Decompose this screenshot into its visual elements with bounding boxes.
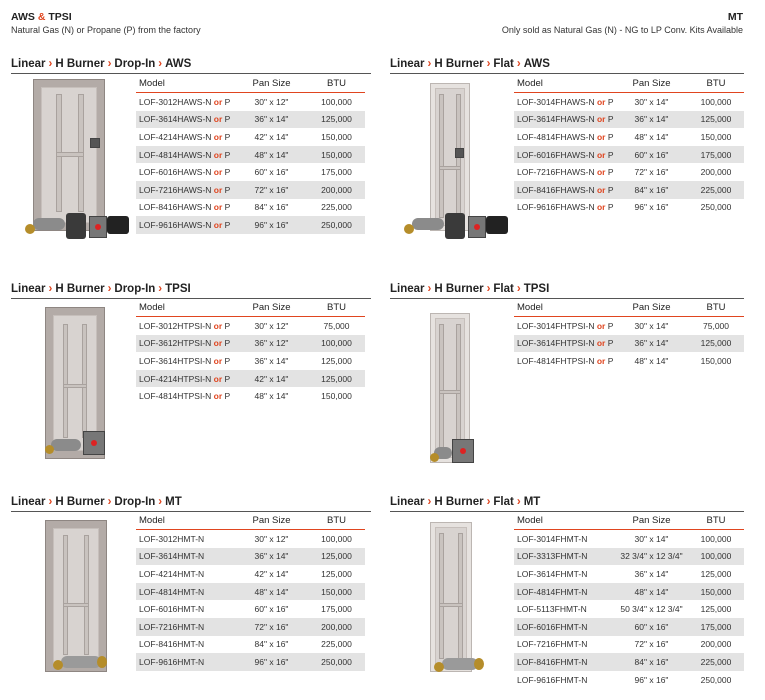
burner-pan bbox=[430, 522, 472, 672]
model-cell: LOF-3313FHMT-N bbox=[514, 548, 615, 566]
table-row bbox=[136, 335, 365, 353]
crumb: H Burner bbox=[55, 496, 105, 508]
model-cell: LOF-3612HTPSI-N or P bbox=[136, 335, 235, 353]
btu-cell: 225,000 bbox=[688, 653, 744, 671]
table-row bbox=[136, 387, 365, 405]
table-row bbox=[136, 600, 365, 618]
col-btu: BTU bbox=[688, 299, 744, 317]
pan-cell: 48" x 14" bbox=[254, 391, 289, 402]
pan-cell: 30" x 12" bbox=[254, 96, 289, 107]
btu-cell: 100,000 bbox=[321, 96, 352, 107]
col-model: Model bbox=[136, 512, 235, 530]
btu-cell: 175,000 bbox=[688, 618, 744, 636]
spec-table-flat-tpsi bbox=[514, 299, 744, 370]
crumb: AWS bbox=[523, 58, 550, 70]
crumb: Linear bbox=[11, 283, 46, 295]
pan-cell: 48" x 14" bbox=[634, 355, 669, 366]
burner-tube-right bbox=[84, 535, 89, 655]
control-box bbox=[83, 431, 105, 455]
pan-cell: 36" x 14" bbox=[235, 111, 308, 129]
spec-table-dropin-tpsi bbox=[136, 299, 365, 405]
table-header bbox=[136, 512, 365, 530]
crumb-arrow-icon: › bbox=[107, 283, 112, 295]
model-cell: LOF-6016FHMT-N bbox=[514, 618, 615, 636]
model-cell: LOF-3614FHMT-N bbox=[517, 568, 588, 579]
brass-fitting bbox=[430, 453, 439, 462]
btu-cell: 200,000 bbox=[700, 639, 732, 650]
table-row bbox=[514, 600, 744, 618]
model-cell: LOF-9616FHAWS-N or P bbox=[517, 202, 614, 213]
ignition-module bbox=[445, 213, 465, 239]
btu-cell: 250,000 bbox=[700, 202, 732, 213]
model-cell: LOF-6016HMT-N bbox=[139, 604, 205, 615]
btu-cell: 125,000 bbox=[700, 568, 732, 579]
model-cell: LOF-3614FHTPSI-N or P bbox=[514, 335, 615, 353]
pan-cell: 42" x 14" bbox=[254, 131, 289, 142]
btu-cell: 250,000 bbox=[308, 216, 365, 234]
pan-cell: 42" x 14" bbox=[235, 370, 308, 388]
pan-cell: 84" x 16" bbox=[254, 202, 289, 213]
table-row bbox=[514, 530, 744, 548]
table-row bbox=[514, 317, 744, 335]
crumb-arrow-icon: › bbox=[427, 283, 432, 295]
crumb-arrow-icon: › bbox=[107, 496, 112, 508]
table-row bbox=[514, 163, 744, 181]
crumb-arrow-icon: › bbox=[486, 283, 491, 295]
btu-cell: 150,000 bbox=[700, 355, 732, 366]
header-left-subtitle: Natural Gas (N) or Propane (P) from the factory bbox=[11, 25, 201, 35]
brass-fitting bbox=[45, 445, 54, 454]
btu-cell: 150,000 bbox=[688, 583, 744, 601]
section-title bbox=[390, 494, 744, 510]
crumb: H Burner bbox=[434, 496, 484, 508]
brass-valve bbox=[97, 656, 107, 668]
table-row bbox=[514, 653, 744, 671]
pan-cell: 48" x 14" bbox=[235, 583, 308, 601]
header-left bbox=[11, 10, 201, 36]
pan-cell: 96" x 16" bbox=[634, 674, 669, 685]
btu-cell: 150,000 bbox=[700, 131, 732, 142]
section-title bbox=[11, 56, 371, 72]
brass-fitting bbox=[53, 660, 63, 670]
table-row bbox=[136, 583, 365, 601]
model-cell: LOF-8416FHAWS-N or P bbox=[514, 181, 615, 199]
crumb-arrow-icon: › bbox=[48, 496, 53, 508]
btu-cell: 125,000 bbox=[700, 604, 732, 615]
gas-hose bbox=[33, 218, 65, 230]
control-box bbox=[89, 216, 107, 238]
crumb: Linear bbox=[390, 283, 425, 295]
btu-cell: 125,000 bbox=[688, 111, 744, 129]
model-cell: LOF-4214HAWS-N or P bbox=[139, 131, 231, 142]
brass-fitting bbox=[404, 224, 414, 234]
pan-cell: 60" x 16" bbox=[254, 604, 289, 615]
table-row bbox=[514, 181, 744, 199]
control-box bbox=[468, 216, 486, 238]
ignition-module bbox=[66, 213, 86, 239]
crumb-arrow-icon: › bbox=[48, 283, 53, 295]
crumb: Drop-In bbox=[114, 496, 156, 508]
btu-cell: 200,000 bbox=[308, 618, 365, 636]
table-row bbox=[136, 618, 365, 636]
gas-hose bbox=[412, 218, 444, 230]
crumb: Drop-In bbox=[114, 58, 156, 70]
model-cell: LOF-3012HTPSI-N or P bbox=[139, 320, 231, 331]
btu-cell: 100,000 bbox=[688, 548, 744, 566]
section-rule bbox=[390, 73, 744, 74]
control-box bbox=[452, 439, 474, 463]
section-dropin-mt bbox=[11, 494, 371, 512]
table-row bbox=[136, 636, 365, 654]
gas-hose bbox=[61, 656, 101, 668]
crumb-arrow-icon: › bbox=[486, 58, 491, 70]
pan-cell: 96" x 16" bbox=[235, 216, 308, 234]
col-btu: BTU bbox=[688, 75, 744, 93]
btu-cell: 125,000 bbox=[321, 568, 352, 579]
burner-tube-cross bbox=[56, 152, 84, 157]
spec-table-flat-mt bbox=[514, 512, 744, 688]
crumb-arrow-icon: › bbox=[48, 58, 53, 70]
crumb: H Burner bbox=[55, 283, 105, 295]
btu-cell: 75,000 bbox=[703, 320, 729, 331]
burner-pan bbox=[45, 520, 107, 672]
pan-cell: 50 3/4" x 12 3/4" bbox=[620, 604, 683, 615]
crumb-arrow-icon: › bbox=[107, 58, 112, 70]
model-cell: LOF-3014FHTPSI-N or P bbox=[517, 320, 614, 331]
btu-cell: 200,000 bbox=[700, 167, 732, 178]
col-pan-size: Pan Size bbox=[615, 75, 688, 93]
table-row bbox=[136, 653, 365, 671]
btu-cell: 250,000 bbox=[700, 674, 732, 685]
burner-tube-left bbox=[439, 533, 444, 659]
crumb: TPSI bbox=[523, 283, 550, 295]
section-title bbox=[390, 281, 744, 297]
crumb-arrow-icon: › bbox=[516, 496, 521, 508]
section-flat-tpsi bbox=[390, 281, 744, 299]
btu-cell: 125,000 bbox=[308, 370, 365, 388]
table-row bbox=[136, 199, 365, 217]
model-cell: LOF-4214HMT-N bbox=[139, 568, 205, 579]
burner-tube-left bbox=[439, 324, 444, 450]
btu-cell: 125,000 bbox=[321, 355, 352, 366]
table-header bbox=[514, 512, 744, 530]
burner-tube-right bbox=[82, 324, 87, 438]
crumb-arrow-icon: › bbox=[158, 496, 163, 508]
crumb: AWS bbox=[165, 58, 192, 70]
col-btu: BTU bbox=[688, 512, 744, 530]
crumb: MT bbox=[165, 496, 182, 508]
burner-pan-inner bbox=[53, 528, 99, 664]
model-cell: LOF-7216FHAWS-N or P bbox=[517, 167, 614, 178]
pan-cell: 72" x 16" bbox=[634, 639, 669, 650]
title-tpsi: TPSI bbox=[48, 11, 72, 23]
burner-tube-left bbox=[439, 94, 444, 218]
model-cell: LOF-4214HTPSI-N or P bbox=[136, 370, 235, 388]
btu-cell: 250,000 bbox=[308, 653, 365, 671]
title-ampersand: & bbox=[37, 11, 46, 23]
burner-tube-right bbox=[456, 324, 461, 450]
table-row bbox=[514, 548, 744, 566]
crumb: H Burner bbox=[55, 58, 105, 70]
table-row bbox=[514, 618, 744, 636]
pan-cell: 30" x 14" bbox=[634, 96, 669, 107]
pan-cell: 60" x 16" bbox=[615, 146, 688, 164]
pan-cell: 30" x 14" bbox=[634, 533, 669, 544]
col-btu: BTU bbox=[308, 299, 365, 317]
btu-cell: 100,000 bbox=[321, 533, 352, 544]
col-model: Model bbox=[514, 512, 615, 530]
col-pan-size: Pan Size bbox=[615, 299, 688, 317]
pan-cell: 30" x 12" bbox=[254, 320, 289, 331]
btu-cell: 225,000 bbox=[688, 181, 744, 199]
btu-cell: 100,000 bbox=[308, 335, 365, 353]
model-cell: LOF-3614HAWS-N or P bbox=[136, 111, 235, 129]
btu-cell: 175,000 bbox=[321, 604, 352, 615]
model-cell: LOF-4814HAWS-N or P bbox=[136, 146, 235, 164]
col-pan-size: Pan Size bbox=[235, 512, 308, 530]
col-model: Model bbox=[514, 75, 615, 93]
crumb: MT bbox=[523, 496, 541, 508]
pan-cell: 48" x 14" bbox=[615, 583, 688, 601]
gas-hose bbox=[442, 658, 478, 670]
pan-cell: 32 3/4" x 12 3/4" bbox=[615, 548, 688, 566]
model-cell: LOF-7216FHMT-N bbox=[517, 639, 588, 650]
table-row bbox=[136, 163, 365, 181]
crumb-arrow-icon: › bbox=[486, 496, 491, 508]
model-cell: LOF-3012HMT-N bbox=[139, 533, 205, 544]
col-pan-size: Pan Size bbox=[235, 299, 308, 317]
crumb: Linear bbox=[11, 58, 46, 70]
model-cell: LOF-4814FHTPSI-N or P bbox=[517, 355, 614, 366]
model-cell: LOF-8416FHMT-N bbox=[514, 653, 615, 671]
table-header bbox=[514, 299, 744, 317]
burner-port bbox=[455, 148, 464, 158]
pan-cell: 36" x 14" bbox=[634, 568, 669, 579]
crumb-arrow-icon: › bbox=[158, 283, 163, 295]
btu-cell: 100,000 bbox=[700, 533, 732, 544]
spec-table-flat-aws bbox=[514, 75, 744, 216]
spec-table-dropin-aws bbox=[136, 75, 365, 234]
section-rule bbox=[11, 73, 371, 74]
table-row bbox=[136, 128, 365, 146]
crumb: Linear bbox=[11, 496, 46, 508]
burner-tube-left bbox=[63, 324, 68, 438]
model-cell: LOF-4814FHMT-N bbox=[514, 583, 615, 601]
table-row bbox=[136, 548, 365, 566]
pan-cell: 30" x 14" bbox=[634, 320, 669, 331]
model-cell: LOF-3614FHAWS-N or P bbox=[514, 111, 615, 129]
btu-cell: 200,000 bbox=[308, 181, 365, 199]
model-cell: LOF-4814HMT-N bbox=[136, 583, 235, 601]
section-flat-aws bbox=[390, 56, 744, 74]
burner-tube-cross bbox=[63, 384, 87, 388]
burner-tube-cross bbox=[439, 166, 461, 170]
header-left-title bbox=[11, 10, 201, 24]
pan-cell: 72" x 16" bbox=[634, 167, 669, 178]
table-row bbox=[514, 335, 744, 353]
pan-cell: 60" x 16" bbox=[254, 167, 289, 178]
col-pan-size: Pan Size bbox=[615, 512, 688, 530]
table-row bbox=[514, 352, 744, 370]
table-row bbox=[136, 530, 365, 548]
pan-cell: 96" x 16" bbox=[634, 202, 669, 213]
crumb-arrow-icon: › bbox=[158, 58, 163, 70]
pan-cell: 84" x 16" bbox=[254, 639, 289, 650]
model-cell: LOF-6016FHAWS-N or P bbox=[514, 146, 615, 164]
btu-cell: 150,000 bbox=[321, 391, 352, 402]
model-cell: LOF-8416HMT-N bbox=[139, 639, 205, 650]
crumb-arrow-icon: › bbox=[427, 58, 432, 70]
header-right-subtitle: Only sold as Natural Gas (N) - NG to LP Conv. Kits Available bbox=[501, 25, 743, 35]
table-row bbox=[514, 128, 744, 146]
btu-cell: 100,000 bbox=[700, 96, 732, 107]
title-aws: AWS bbox=[11, 11, 35, 23]
col-model: Model bbox=[136, 75, 235, 93]
section-title bbox=[11, 281, 371, 297]
btu-cell: 75,000 bbox=[323, 320, 350, 331]
model-cell: LOF-8416HAWS-N or P bbox=[139, 202, 231, 213]
pan-cell: 84" x 16" bbox=[615, 653, 688, 671]
model-cell: LOF-3014FHMT-N bbox=[517, 533, 588, 544]
crumb: Flat bbox=[493, 283, 514, 295]
model-cell: LOF-4814FHAWS-N or P bbox=[517, 131, 614, 142]
table-row bbox=[136, 93, 365, 111]
table-row bbox=[136, 181, 365, 199]
model-cell: LOF-9616HAWS-N or P bbox=[136, 216, 235, 234]
model-cell: LOF-3614HTPSI-N or P bbox=[139, 355, 231, 366]
section-title bbox=[390, 56, 744, 72]
pan-cell: 36" x 14" bbox=[615, 111, 688, 129]
table-row bbox=[514, 671, 744, 689]
model-cell: LOF-6016HAWS-N or P bbox=[139, 167, 231, 178]
burner-tube-cross bbox=[63, 603, 89, 607]
table-row bbox=[136, 317, 365, 335]
pan-cell: 36" x 12" bbox=[235, 335, 308, 353]
table-row bbox=[514, 111, 744, 129]
col-model: Model bbox=[136, 299, 235, 317]
btu-cell: 125,000 bbox=[688, 335, 744, 353]
model-cell: LOF-7216HAWS-N or P bbox=[136, 181, 235, 199]
pan-cell: 36" x 14" bbox=[235, 548, 308, 566]
power-adapter bbox=[486, 216, 508, 234]
model-cell: LOF-4814HTPSI-N or P bbox=[139, 391, 231, 402]
burner-tube-cross bbox=[439, 390, 461, 394]
btu-cell: 175,000 bbox=[321, 167, 352, 178]
pan-cell: 96" x 16" bbox=[235, 653, 308, 671]
btu-cell: 125,000 bbox=[308, 111, 365, 129]
col-btu: BTU bbox=[308, 512, 365, 530]
pan-cell: 84" x 16" bbox=[615, 181, 688, 199]
crumb: Linear bbox=[390, 496, 425, 508]
crumb: Flat bbox=[493, 496, 514, 508]
pan-cell: 48" x 14" bbox=[235, 146, 308, 164]
burner-tube-left bbox=[63, 535, 68, 655]
crumb: Flat bbox=[493, 58, 514, 70]
table-header bbox=[136, 299, 365, 317]
table-row bbox=[514, 636, 744, 654]
table-header bbox=[514, 75, 744, 93]
table-row bbox=[514, 146, 744, 164]
header-right-title: MT bbox=[727, 11, 743, 23]
power-adapter bbox=[107, 216, 129, 234]
btu-cell: 150,000 bbox=[321, 131, 352, 142]
burner-tube-right bbox=[458, 533, 463, 659]
btu-cell: 175,000 bbox=[688, 146, 744, 164]
model-cell: LOF-9616HMT-N bbox=[136, 653, 235, 671]
crumb-arrow-icon: › bbox=[516, 283, 521, 295]
table-row bbox=[514, 93, 744, 111]
col-btu: BTU bbox=[308, 75, 365, 93]
brass-fitting bbox=[434, 662, 444, 672]
pan-cell: 48" x 14" bbox=[634, 131, 669, 142]
table-row bbox=[136, 146, 365, 164]
section-dropin-aws bbox=[11, 56, 371, 74]
gas-hose bbox=[51, 439, 81, 451]
col-pan-size: Pan Size bbox=[235, 75, 308, 93]
col-model: Model bbox=[514, 299, 615, 317]
table-row bbox=[136, 111, 365, 129]
pan-cell: 72" x 16" bbox=[235, 181, 308, 199]
crumb: TPSI bbox=[165, 283, 191, 295]
brass-valve bbox=[474, 658, 484, 670]
table-row bbox=[136, 370, 365, 388]
crumb-arrow-icon: › bbox=[427, 496, 432, 508]
brass-fitting bbox=[25, 224, 35, 234]
burner-pan bbox=[430, 83, 470, 231]
burner-tube-cross bbox=[439, 603, 463, 607]
crumb: Drop-In bbox=[114, 283, 156, 295]
model-cell: LOF-7216HMT-N bbox=[136, 618, 235, 636]
pan-cell: 30" x 12" bbox=[254, 533, 289, 544]
table-row bbox=[136, 216, 365, 234]
table-row bbox=[136, 565, 365, 583]
btu-cell: 150,000 bbox=[308, 583, 365, 601]
table-row bbox=[136, 352, 365, 370]
section-flat-mt bbox=[390, 494, 744, 512]
btu-cell: 125,000 bbox=[308, 548, 365, 566]
btu-cell: 150,000 bbox=[308, 146, 365, 164]
model-cell: LOF-3614HMT-N bbox=[136, 548, 235, 566]
model-cell: LOF-3012HAWS-N or P bbox=[139, 96, 231, 107]
crumb: H Burner bbox=[434, 283, 484, 295]
header-right bbox=[502, 10, 743, 36]
pan-cell: 42" x 14" bbox=[254, 568, 289, 579]
section-dropin-tpsi bbox=[11, 281, 371, 299]
spec-table-dropin-mt bbox=[136, 512, 365, 671]
btu-cell: 225,000 bbox=[321, 639, 352, 650]
model-cell: LOF-3014FHAWS-N or P bbox=[517, 96, 614, 107]
pan-cell: 60" x 16" bbox=[615, 618, 688, 636]
table-row bbox=[514, 583, 744, 601]
model-cell: LOF-5113FHMT-N bbox=[517, 604, 587, 615]
model-cell: LOF-9616FHMT-N bbox=[517, 674, 588, 685]
crumb: H Burner bbox=[434, 58, 484, 70]
pan-cell: 36" x 14" bbox=[615, 335, 688, 353]
section-title bbox=[11, 494, 371, 510]
crumb-arrow-icon: › bbox=[516, 58, 521, 70]
pan-cell: 36" x 14" bbox=[254, 355, 289, 366]
crumb: Linear bbox=[390, 58, 425, 70]
table-row bbox=[514, 199, 744, 217]
burner-pan bbox=[33, 79, 105, 231]
table-row bbox=[514, 565, 744, 583]
table-header bbox=[136, 75, 365, 93]
burner-port bbox=[90, 138, 100, 148]
pan-cell: 72" x 16" bbox=[235, 618, 308, 636]
btu-cell: 225,000 bbox=[321, 202, 352, 213]
